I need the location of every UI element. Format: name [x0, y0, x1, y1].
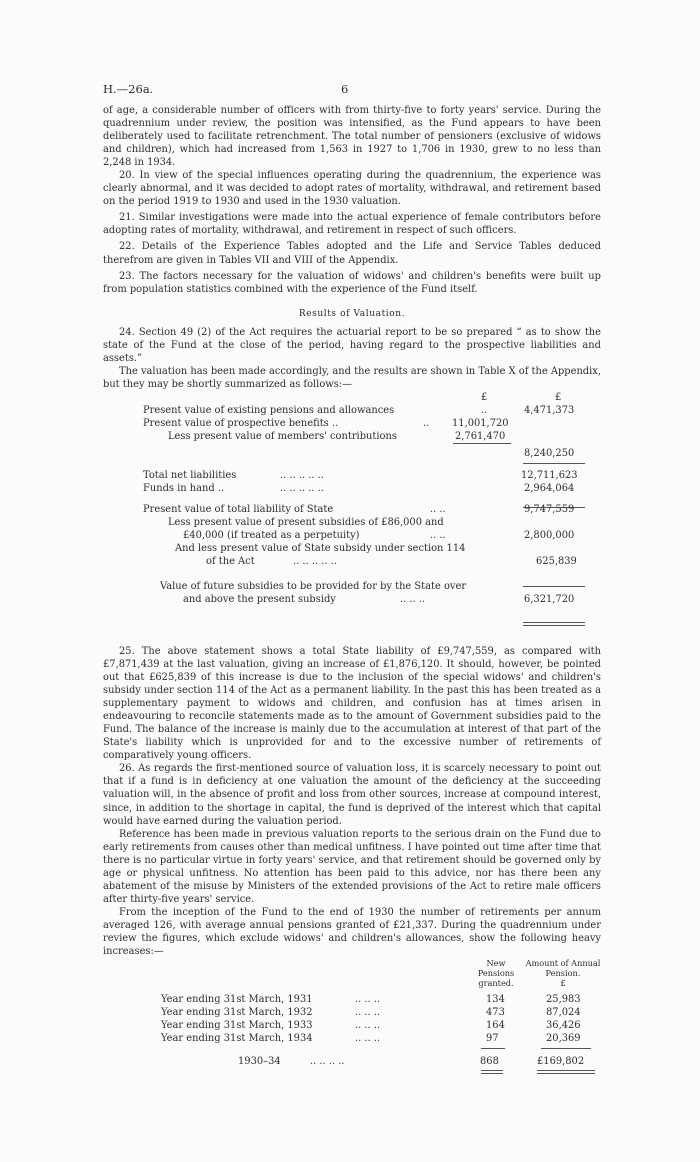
value-total-net-liabilities: 12,711,623	[521, 470, 578, 482]
col2-currency: £	[555, 391, 562, 403]
value-prospective-benefits: 11,001,720	[452, 418, 509, 430]
valuation-header-row	[103, 391, 601, 404]
total-new-pensions: 868	[480, 1056, 499, 1068]
valuation-row: Present value of total liability of State .. .. 9,747,559	[143, 504, 575, 516]
retirements-table	[103, 958, 601, 1078]
valuation-row: of the Act .. .. .. .. .. 625,839	[206, 556, 577, 568]
report-reference: H.—26a.	[103, 82, 154, 96]
valuation-row: Less present value of present subsidies of £86,000 and	[168, 517, 444, 529]
valuation-row	[103, 447, 601, 460]
col1-currency: £	[481, 391, 488, 403]
col-annual-pension-header: Amount of Annual Pension. £	[525, 958, 601, 989]
valuation-row: Total net liabilities .. .. .. .. .. 12,711,623	[143, 470, 578, 482]
table-row	[103, 993, 601, 1006]
paragraph-continued: of age, a considerable number of officers with from thirty-five to forty years' service. During the quadrennium under review, the position was intensified, as the Fund appears to have been deliberately used to facilitate retrenchment. The total number of pensioners (exclusive of widows and children), which had increased from 1,563 in 1927 to 1,706 in 1930, grew to no less than 2,248 in 1934.	[103, 105, 601, 169]
value-net-prospective: 8,240,250	[524, 448, 575, 460]
col-new-pensions-header: New Pensions granted.	[477, 958, 515, 989]
paragraph-23: 23. The factors necessary for the valuation of widows' and children's benefits were built up from population statistics combined with the experience of the Fund itself.	[103, 270, 601, 295]
valuation-row: Value of future subsidies to be provided for by the State over	[160, 580, 467, 592]
section-heading-results: Results of Valuation.	[298, 308, 406, 319]
paragraph-26: 26. As regards the first-mentioned source of valuation loss, it is scarcely necessary to point out that if a fund is in deficiency at one valuation the amount of the deficiency at the succeeding valuation will, in the absence of profit and loss from other sources, increase at compound interest, since, in addition to the shortage in capital, the fund is deprived of the interest which that capital would have earned during the valuation period.	[103, 763, 601, 827]
report-body	[103, 104, 601, 1078]
paragraph-26-continued: Reference has been made in previous valuation reports to the serious drain on the Fund due to early retirements from causes other than medical unfitness. I have pointed out time after time that there is no particular virtue in forty years' service, and that retirement should be governed only by age or physical unfitness. No attention has been paid to this advice, nor has there been any abatement of the misuse by Ministers of the extended provisions of the Act to retire male officers after thirty-five years' service.	[103, 828, 601, 905]
annual-pension-value: 20,369	[546, 1033, 581, 1045]
paragraph-21: 21. Similar investigations were made into the actual experience of female contributors before adopting rates of mortality, withdrawal, and retirement in respect of such officers.	[103, 212, 601, 237]
table-row	[103, 1019, 601, 1032]
valuation-row: Less present value of members' contributions 2,761,470	[168, 431, 506, 443]
year-label: Year ending 31st March, 1931	[161, 994, 313, 1006]
paragraph-22: 22. Details of the Experience Tables adopted and the Life and Service Tables deduced therefrom are given in Tables VII and VIII of the Appendix.	[103, 241, 601, 266]
annual-pension-value: 25,983	[546, 994, 581, 1006]
value-existing-pensions: 4,471,373	[524, 404, 575, 416]
paragraph-20: 20. In view of the special influences operating during the quadrennium, the experience was clearly abnormal, and it was decided to adopt rates of mortality, withdrawal, and retirement based on the period 1919 to 1930 and used in the 1930 valuation.	[103, 170, 601, 208]
year-label: Year ending 31st March, 1934	[161, 1033, 313, 1045]
new-pensions-value: 97	[486, 1033, 499, 1045]
total-double-rule	[523, 622, 585, 626]
retirements-rows	[103, 993, 601, 1045]
total-annual-pension: £169,802	[537, 1056, 585, 1068]
value-future-subsidies: 6,321,720	[524, 593, 575, 605]
leader-dots: .. .. ..	[355, 1020, 381, 1032]
subtotal-rule	[541, 1048, 591, 1049]
value-funds-in-hand: 2,964,064	[524, 483, 575, 495]
subtotal-rule	[481, 1048, 505, 1049]
page-number: 6	[341, 82, 349, 96]
table-row	[103, 1006, 601, 1019]
paragraph-24: 24. Section 49 (2) of the Act requires the actuarial report to be so prepared “ as to show the state of the Fund at the close of the period, having regard to the prospective liabilities and assets.”	[103, 326, 601, 364]
new-pensions-value: 134	[486, 994, 505, 1006]
annual-pension-value: 87,024	[546, 1007, 581, 1019]
retirements-total-row: 1930–34 .. .. .. .. 868 £169,802	[238, 1056, 585, 1068]
sum-rule	[523, 463, 585, 464]
paragraph-25: 25. The above statement shows a total State liability of £9,747,559, as compared with £7,871,439 at the last valuation, giving an increase of £1,876,120. It should, however, be pointed out that £625,839 of this increase is due to the inclusion of the special widows' and children's subsidy under section 114 of the Act as a permanent liability. In the past this has been treated as a supplementary payment to widows and children, and confusion has at times arisen in endeavouring to reconcile statements made as to the amount of Government subsidies paid to the Fund. The balance of the increase is mainly due to the accumulation at interest of that part of the State's liability which is unprovided for and to the excessive number of retirements of comparatively young officers.	[103, 645, 601, 762]
leader-dots: .. .. ..	[355, 994, 381, 1006]
leader-dots: .. .. ..	[355, 1033, 381, 1045]
value-total-state-liability: 9,747,559	[524, 504, 575, 516]
value-members-contributions: 2,761,470	[455, 431, 506, 443]
valuation-row: Present value of prospective benefits .. .. 11,001,720	[143, 418, 509, 430]
value-section-114-subsidy: 625,839	[536, 556, 577, 568]
annual-pension-value: 36,426	[546, 1020, 581, 1032]
valuation-row: Funds in hand .. .. .. .. .. .. 2,964,064	[143, 483, 575, 495]
year-label: Year ending 31st March, 1933	[161, 1020, 313, 1032]
total-double-rule	[537, 1070, 595, 1074]
valuation-row: And less present value of State subsidy under section 114	[175, 543, 466, 555]
table-row	[103, 1032, 601, 1045]
valuation-summary-table	[103, 391, 601, 623]
valuation-row: Present value of existing pensions and allowances .. 4,471,373	[143, 404, 575, 416]
value-present-subsidies: 2,800,000	[524, 530, 575, 542]
valuation-row: £40,000 (if treated as a perpetuity) .. .. 2,800,000	[183, 530, 575, 542]
paragraph-26-continued-2: From the inception of the Fund to the end of 1930 the number of retirements per annum averaged 126, with average annual pensions granted of £21,337. During the quadrennium under review the figures, which exclude widows' and children's allowances, show the following heavy increases:—	[103, 906, 601, 958]
valuation-row: and above the present subsidy .. .. .. 6,321,720	[183, 593, 575, 605]
year-label: Year ending 31st March, 1932	[161, 1007, 313, 1019]
new-pensions-value: 473	[486, 1007, 505, 1019]
subtotal-rule	[453, 443, 511, 444]
total-period-label: 1930–34	[238, 1056, 281, 1068]
paragraph-24-continued: The valuation has been made accordingly, and the results are shown in Table X of the Appendix, but they may be shortly summarized as follows:—	[103, 365, 601, 390]
leader-dots: .. .. ..	[355, 1007, 381, 1019]
new-pensions-value: 164	[486, 1020, 505, 1032]
total-double-rule	[481, 1070, 503, 1074]
